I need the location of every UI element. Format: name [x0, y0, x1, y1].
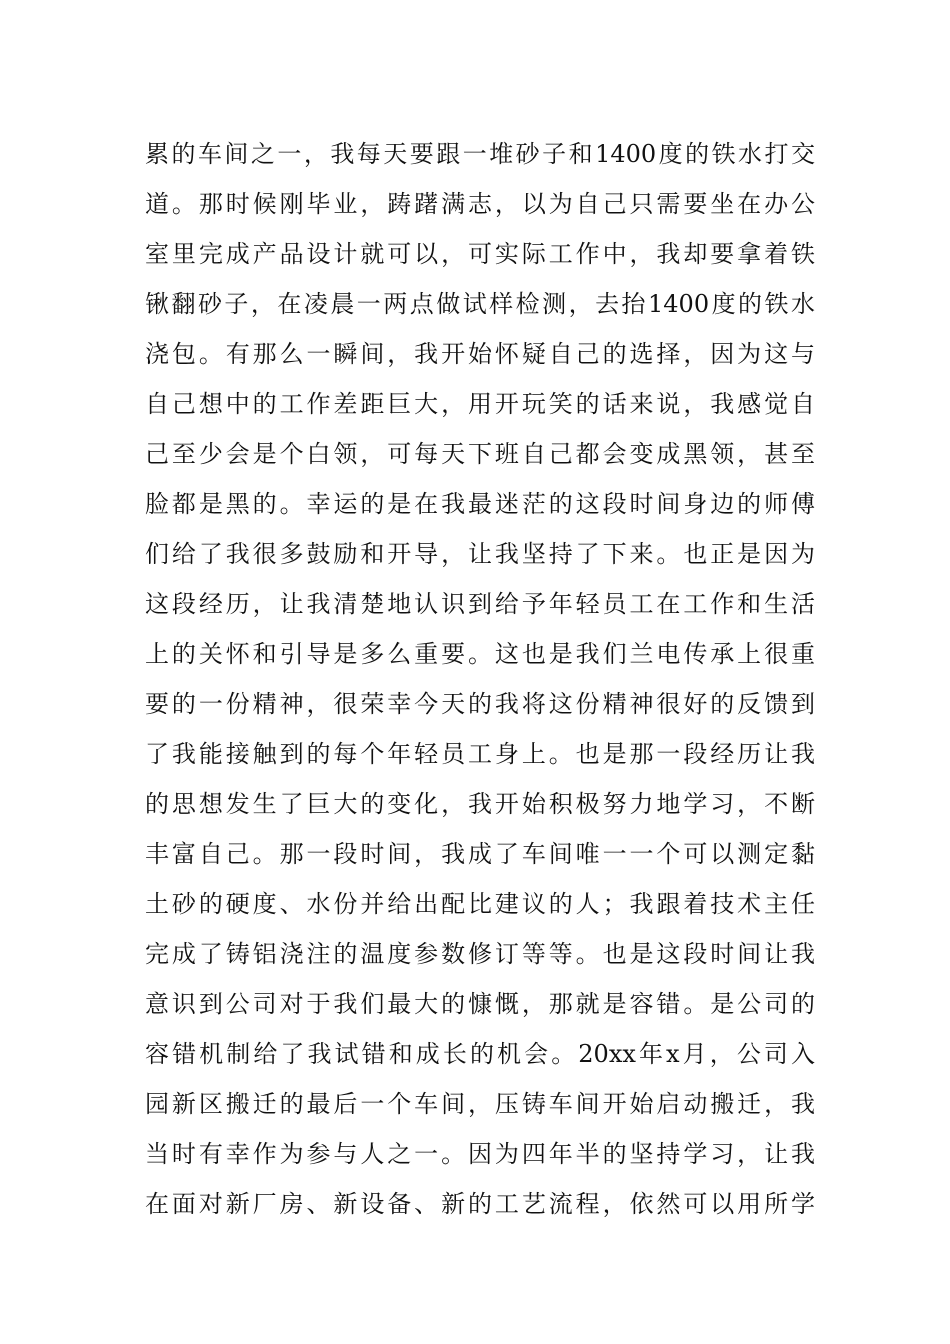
text-line: 意识到公司对于我们最大的慷慨，那就是容错。是公司的: [145, 990, 815, 1018]
text-line: 容错机制给了我试错和成长的机会。20xx年x月，公司入: [145, 1040, 815, 1068]
text-line: 这段经历，让我清楚地认识到给予年轻员工在工作和生活: [145, 590, 815, 618]
text-line: 累的车间之一，我每天要跟一堆砂子和1400度的铁水打交: [145, 140, 815, 168]
text-line: 当时有幸作为参与人之一。因为四年半的坚持学习，让我: [145, 1140, 815, 1168]
text-line: 丰富自己。那一段时间，我成了车间唯一一个可以测定黏: [145, 840, 815, 868]
text-line: 要的一份精神，很荣幸今天的我将这份精神很好的反馈到: [145, 690, 815, 718]
text-line: 园新区搬迁的最后一个车间，压铸车间开始启动搬迁，我: [145, 1090, 815, 1118]
text-line: 室里完成产品设计就可以，可实际工作中，我却要拿着铁: [145, 240, 815, 268]
text-line: 完成了铸铝浇注的温度参数修订等等。也是这段时间让我: [145, 940, 815, 968]
text-line: 上的关怀和引导是多么重要。这也是我们兰电传承上很重: [145, 640, 815, 668]
text-line: 己至少会是个白领，可每天下班自己都会变成黑领，甚至: [145, 440, 815, 468]
text-line: 土砂的硬度、水份并给出配比建议的人；我跟着技术主任: [145, 890, 815, 918]
text-line: 的思想发生了巨大的变化，我开始积极努力地学习，不断: [145, 790, 815, 818]
text-line: 浇包。有那么一瞬间，我开始怀疑自己的选择，因为这与: [145, 340, 815, 368]
body-paragraph: [145, 129, 815, 1229]
text-line: 们给了我很多鼓励和开导，让我坚持了下来。也正是因为: [145, 540, 815, 568]
text-line: 了我能接触到的每个年轻员工身上。也是那一段经历让我: [145, 740, 815, 768]
text-line: 在面对新厂房、新设备、新的工艺流程，依然可以用所学: [145, 1190, 815, 1218]
text-line: 脸都是黑的。幸运的是在我最迷茫的这段时间身边的师傅: [145, 490, 815, 518]
text-line: 道。那时候刚毕业，踌躇满志，以为自己只需要坐在办公: [145, 190, 815, 218]
text-line: 自己想中的工作差距巨大，用开玩笑的话来说，我感觉自: [145, 390, 815, 418]
text-line: 锹翻砂子，在凌晨一两点做试样检测，去抬1400度的铁水: [145, 290, 815, 318]
